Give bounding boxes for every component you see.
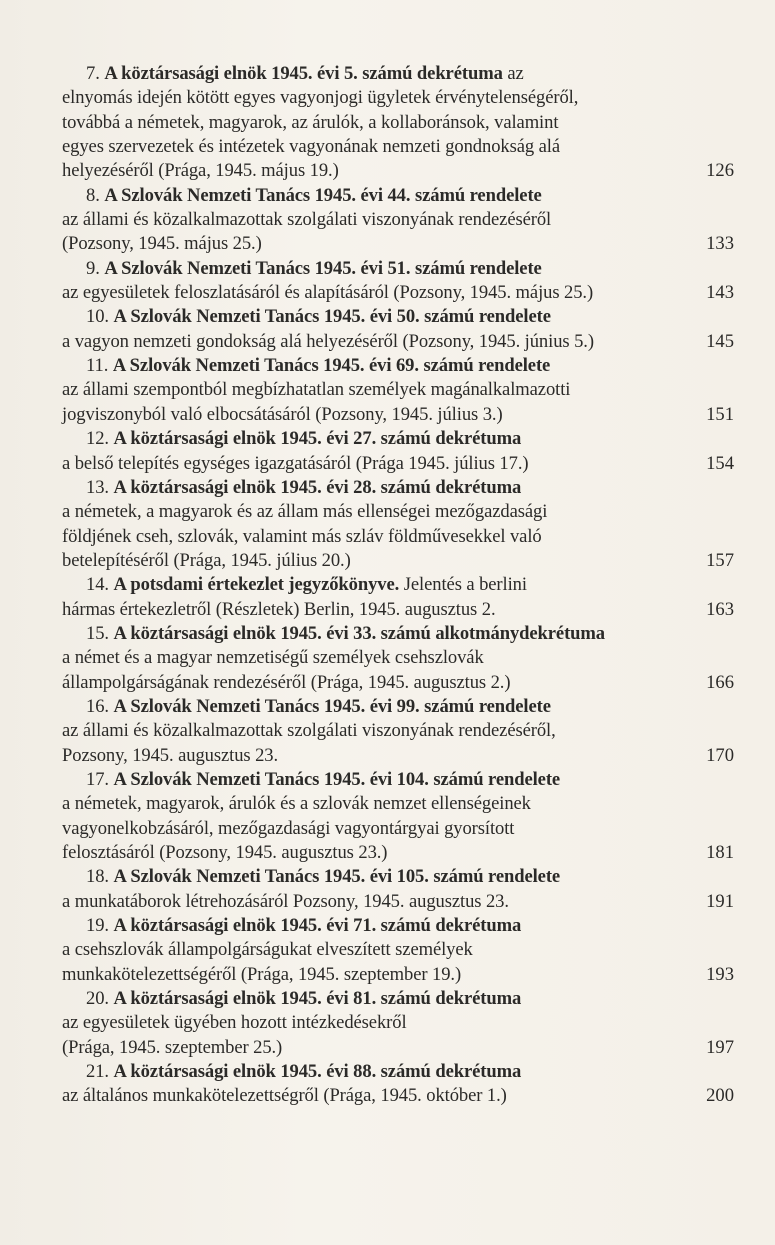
entry-heading-line (62, 184, 670, 208)
entry-text-line: az állami és közalkalmazottak szolgálati viszonyának rendezéséről, (62, 720, 556, 742)
entry-heading-line (62, 354, 670, 378)
toc-entry (62, 62, 734, 184)
entry-heading-line (62, 305, 670, 329)
entry-text-line: a belső telepítés egységes igazgatásáról (Prága 1945. július 17.) (62, 452, 529, 474)
entry-number: 11. (86, 355, 109, 377)
entry-heading-line (62, 573, 670, 597)
toc-entry (62, 305, 734, 354)
entry-issuer: A Szlovák Nemzeti Tanács 1945. évi 44. számú rendelete (104, 184, 542, 206)
entry-text-line: a német és a magyar nemzetiségű személyek csehszlovák (62, 647, 484, 669)
entry-issuer: A Szlovák Nemzeti Tanács 1945. évi 99. számú rendelete (113, 695, 551, 717)
entry-issuer: A potsdami értekezlet jegyzőkönyve. (113, 574, 400, 596)
toc-entry (62, 987, 734, 1060)
page-number: 191 (706, 890, 734, 912)
page-number: 133 (706, 233, 734, 255)
entry-issuer: A köztársasági elnök 1945. évi 5. számú dekrétuma (104, 63, 503, 84)
entry-number: 16. (86, 695, 109, 717)
entry-text-line: a munkatáborok létrehozásáról Pozsony, 1945. augusztus 23. (62, 890, 509, 912)
entry-text-line: felosztásáról (Pozsony, 1945. augusztus 23.) (62, 842, 388, 863)
entry-text-line: a csehszlovák állampolgárságukat elveszített személyek (62, 939, 473, 961)
entry-issuer: A Szlovák Nemzeti Tanács 1945. évi 69. számú rendelete (112, 355, 551, 377)
entry-number: 8. (86, 184, 100, 206)
table-of-contents (62, 62, 734, 1109)
entry-number: 10. (86, 306, 109, 328)
entry-text-line: az általános munkakötelezettségről (Prága, 1945. október 1.) (62, 1085, 507, 1107)
page-number: 157 (706, 549, 734, 571)
toc-entry (62, 768, 734, 865)
entry-issuer: A köztársasági elnök 1945. évi 81. számú dekrétuma (113, 988, 522, 1010)
entry-issuer: A Szlovák Nemzeti Tanács 1945. évi 105. számú rendelete (113, 866, 561, 888)
entry-heading-line (62, 914, 670, 938)
entry-issuer: A köztársasági elnök 1945. évi 28. számú dekrétuma (113, 476, 522, 498)
entry-text-line: a németek, a magyarok és az állam más ellenségei mezőgazdasági (62, 501, 548, 523)
page-number: 166 (706, 671, 734, 693)
entry-number: 20. (86, 988, 109, 1010)
page-number: 145 (706, 330, 734, 352)
page-number: 143 (706, 282, 734, 304)
page-number: 193 (706, 963, 734, 985)
entry-issuer: A Szlovák Nemzeti Tanács 1945. évi 104. számú rendelete (113, 768, 561, 790)
entry-text-line: egyes szervezetek és intézetek vagyonának nemzeti gondnokság alá (62, 136, 560, 158)
entry-text-line: (Prága, 1945. szeptember 25.) (62, 1036, 283, 1058)
page-number: 181 (706, 842, 734, 863)
entry-heading-line (62, 987, 670, 1011)
entry-text-line: hármas értekezletről (Részletek) Berlin, 1945. augusztus 2. (62, 598, 496, 620)
toc-entry (62, 695, 734, 768)
entry-heading-line (62, 476, 670, 500)
entry-text: Jelentés a berlini (403, 574, 527, 596)
page-number: 154 (706, 452, 734, 474)
entry-number: 17. (86, 768, 109, 790)
entry-issuer: A Szlovák Nemzeti Tanács 1945. évi 51. számú rendelete (104, 257, 542, 279)
entry-number: 21. (86, 1061, 109, 1083)
toc-entry (62, 1060, 734, 1109)
entry-heading-line (62, 622, 670, 646)
entry-number: 9. (86, 257, 100, 279)
entry-issuer: A köztársasági elnök 1945. évi 88. számú dekrétuma (113, 1061, 522, 1083)
entry-heading-line (62, 865, 670, 889)
toc-entry (62, 622, 734, 695)
entry-number: 19. (86, 915, 109, 937)
entry-heading-line (62, 427, 670, 451)
entry-issuer: A köztársasági elnök 1945. évi 71. számú dekrétuma (113, 915, 522, 937)
entry-text-line: az állami szempontból megbízhatatlan személyek magánalkalmazotti (62, 379, 571, 401)
entry-text-line: az egyesületek feloszlatásáról és alapításáról (Pozsony, 1945. május 25.) (62, 282, 594, 304)
entry-number: 18. (86, 866, 109, 888)
entry-text-line: (Pozsony, 1945. május 25.) (62, 233, 262, 255)
entry-heading-line (62, 768, 670, 792)
entry-text-line: a vagyon nemzeti gondokság alá helyezéséről (Pozsony, 1945. június 5.) (62, 330, 594, 352)
entry-text: az (507, 63, 524, 84)
page-number: 200 (706, 1085, 734, 1107)
entry-heading-line (62, 257, 670, 281)
entry-number: 14. (86, 574, 109, 596)
entry-text-line: elnyomás idején kötött egyes vagyonjogi ügyletek érvénytelenségéről, (62, 87, 579, 109)
entry-issuer: A Szlovák Nemzeti Tanács 1945. évi 50. számú rendelete (113, 306, 551, 328)
entry-issuer: A köztársasági elnök 1945. évi 27. számú dekrétuma (113, 428, 522, 450)
toc-entry (62, 573, 734, 622)
toc-entry (62, 427, 734, 476)
page-number: 151 (706, 403, 734, 425)
entry-heading-line (62, 62, 670, 86)
entry-number: 15. (86, 622, 109, 644)
page-number: 126 (706, 160, 734, 182)
entry-text-line: földjének cseh, szlovák, valamint más szláv földművesekkel való (62, 525, 542, 547)
entry-text-line: a németek, magyarok, árulók és a szlovák nemzet ellenségeinek (62, 793, 531, 815)
entry-text-line: helyezéséről (Prága, 1945. május 19.) (62, 160, 339, 182)
page-number: 197 (706, 1036, 734, 1058)
toc-entry (62, 914, 734, 987)
entry-issuer: A köztársasági elnök 1945. évi 33. számú alkotmánydekrétuma (113, 622, 605, 644)
entry-text-line: betelepítéséről (Prága, 1945. július 20.) (62, 549, 351, 571)
entry-text-line: az egyesületek ügyében hozott intézkedésekről (62, 1012, 407, 1034)
page-number: 170 (706, 744, 734, 766)
entry-number: 12. (86, 428, 109, 450)
entry-text-line: Pozsony, 1945. augusztus 23. (62, 744, 279, 766)
entry-text-line: továbbá a németek, magyarok, az árulók, a kollaboránsok, valamint (62, 111, 559, 133)
entry-heading-line (62, 695, 670, 719)
entry-text-line: jogviszonyból való elbocsátásáról (Pozsony, 1945. július 3.) (62, 403, 503, 425)
toc-entry (62, 184, 734, 257)
entry-text-line: az állami és közalkalmazottak szolgálati viszonyának rendezéséről (62, 209, 552, 231)
toc-entry (62, 354, 734, 427)
entry-number: 7. (86, 63, 100, 84)
entry-heading-line (62, 1060, 670, 1084)
page-number: 163 (706, 598, 734, 620)
entry-text-line: állampolgárságának rendezéséről (Prága, 1945. augusztus 2.) (62, 671, 511, 693)
entry-number: 13. (86, 476, 109, 498)
toc-entry (62, 865, 734, 914)
toc-entry (62, 257, 734, 306)
entry-text-line: munkakötelezettségéről (Prága, 1945. szeptember 19.) (62, 963, 462, 985)
entry-text-line: vagyonelkobzásáról, mezőgazdasági vagyontárgyai gyorsított (62, 817, 515, 839)
toc-entry (62, 476, 734, 573)
